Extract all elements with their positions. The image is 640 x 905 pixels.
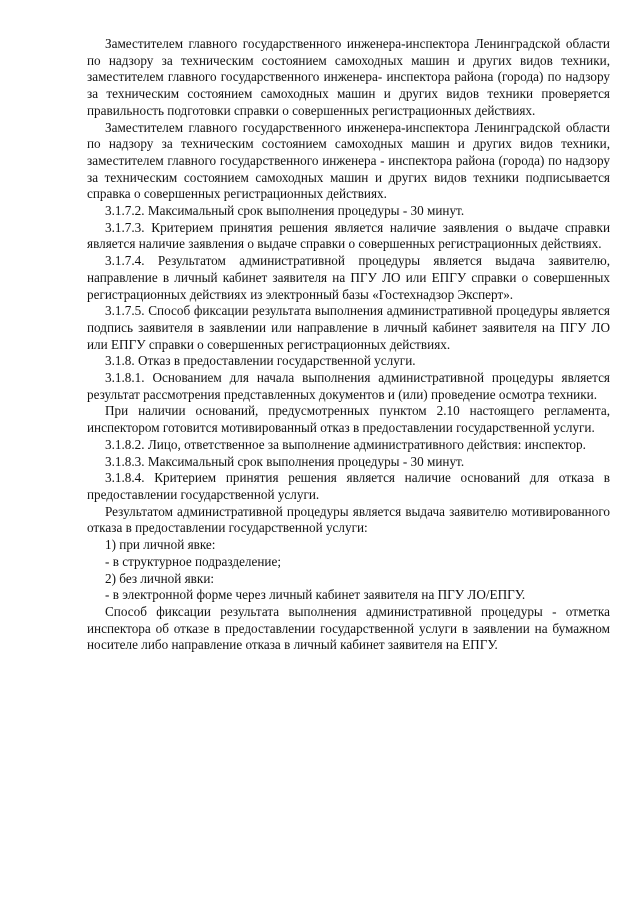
paragraph-3-1-8-2: 3.1.8.2. Лицо, ответственное за выполнение административного действия: инспектор.: [105, 436, 586, 452]
paragraph-grounds-refusal: При наличии оснований, предусмотренных пунктом 2.10 настоящего регламента, инспектором готовится мотивированный отказ в предоставлении государственной услуги.: [87, 403, 610, 436]
list-item-structural-unit: - в структурное подразделение;: [105, 553, 282, 569]
paragraph-3-1-8: 3.1.8. Отказ в предоставлении государственной услуги.: [105, 353, 416, 369]
paragraph-deputy-verification: Заместителем главного государственного инженера-инспектора Ленинградской области по надзору за техническим состоянием самоходных машин и других видов техники, заместителем главного государственного инженера- инспектора района (города) по надзору за техническим состоянием самоходных машин и других видов техники проверяется правильность подготовки справки о совершенных регистрационных действиях.: [87, 36, 610, 118]
list-item-in-person: 1) при личной явке:: [105, 537, 216, 553]
paragraph-3-1-8-3: 3.1.8.3. Максимальный срок выполнения процедуры - 30 минут.: [105, 453, 465, 469]
paragraph-3-1-8-1: 3.1.8.1. Основанием для начала выполнения административной процедуры является результат рассмотрения представленных документов и (или) проведение осмотра техники.: [87, 370, 610, 402]
paragraph-3-1-8-4: 3.1.8.4. Критерием принятия решения является наличие оснований для отказа в предоставлении государственной услуги.: [87, 470, 610, 502]
paragraph-3-1-7-3: 3.1.7.3. Критерием принятия решения является наличие заявления о выдаче справки является наличие заявления о выдаче справки о совершенных регистрационных действиях.: [87, 219, 610, 252]
list-item-remote: 2) без личной явки:: [105, 570, 215, 586]
paragraph-fixation-method: Способ фиксации результата выполнения административной процедуры - отметка инспектора об отказе в предоставлении государственной услуги в заявлении на бумажном носителе либо направление отказа в личный кабинет заявителя на ЕПГУ.: [87, 603, 610, 653]
document-page: [87, 36, 610, 654]
paragraph-3-1-7-2: 3.1.7.2. Максимальный срок выполнения процедуры - 30 минут.: [105, 203, 465, 219]
paragraph-result: Результатом административной процедуры является выдача заявителю мотивированного отказа в предоставлении государственной услуги:: [87, 503, 610, 536]
list-item-electronic: - в электронной форме через личный кабинет заявителя на ПГУ ЛО/ЕПГУ.: [105, 587, 526, 603]
paragraph-deputy-signature: Заместителем главного государственного инженера-инспектора Ленинградской области по надзору за техническим состоянием самоходных машин и других видов техники, заместителем главного государственного инженера - инспектора района (города) по надзору за техническим состоянием самоходных машин и других видов техники подписывается справка о совершенных регистрационных действиях.: [87, 119, 610, 202]
paragraph-3-1-7-4: 3.1.7.4. Результатом административной процедуры является выдача заявителю, направление в личный кабинет заявителя на ПГУ ЛО или ЕПГУ справки о совершенных регистрационных действиях из электронный базы «Гостехнадзор Эксперт».: [87, 253, 610, 302]
paragraph-3-1-7-5: 3.1.7.5. Способ фиксации результата выполнения административной процедуры является подпись заявителя в заявлении или направление в личный кабинет заявителя на ПГУ ЛО или ЕПГУ справки о совершенных регистрационных действиях.: [87, 303, 610, 352]
